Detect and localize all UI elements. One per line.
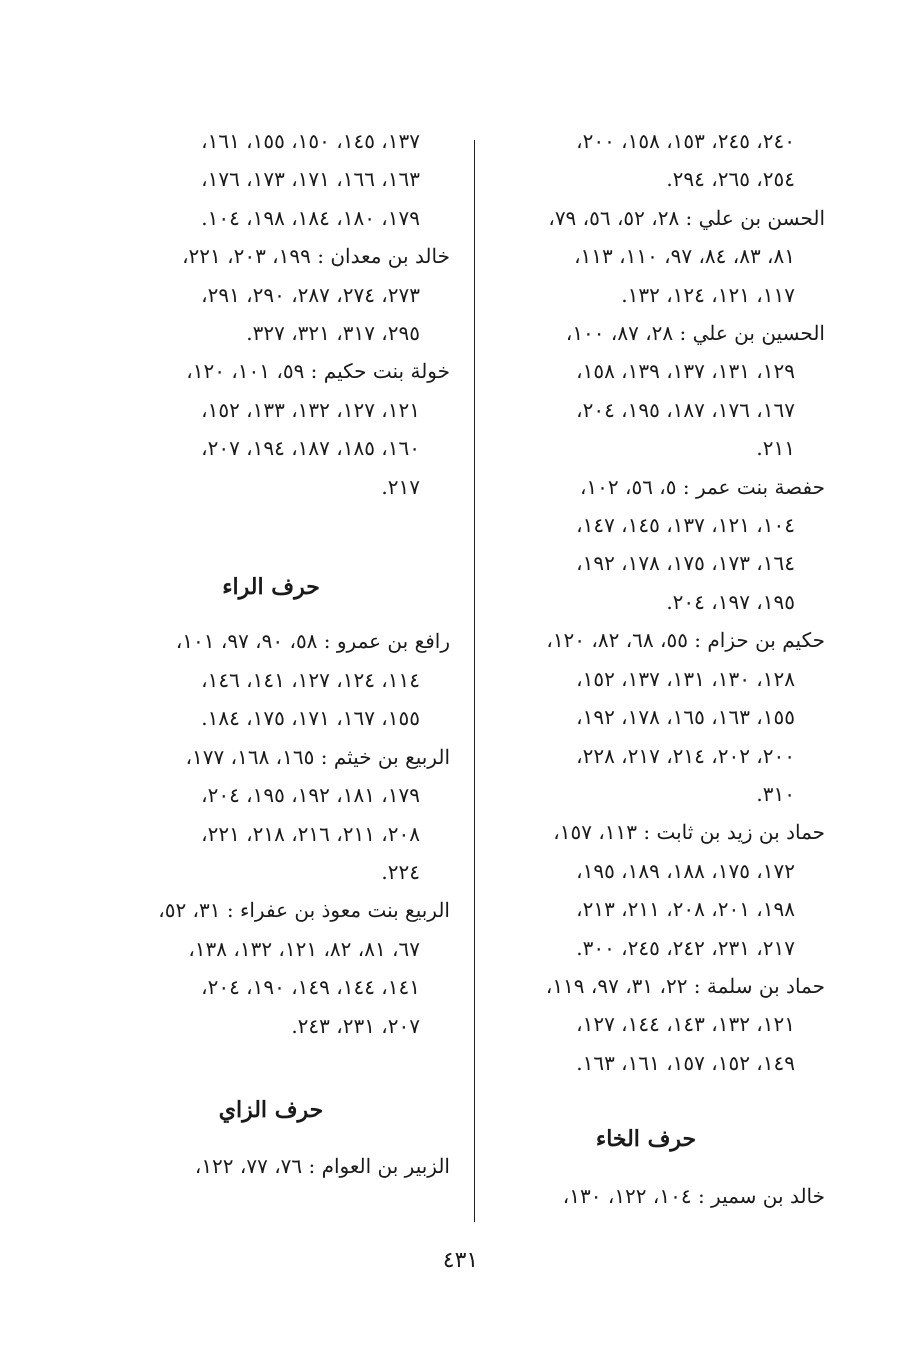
index-entry-head: الربيع بنت معوذ بن عفراء : ٣١، ٥٢، [158,898,450,923]
index-entry-head: خالد بن سمير : ١٠٤، ١٢٢، ١٣٠، [562,1183,825,1208]
index-line: ٢٠٧، ٢٣١، ٢٤٣. [291,1013,420,1038]
index-entry-head: الحسن بن علي : ٢٨، ٥٢، ٥٦، ٧٩، [548,205,825,230]
index-entry-head: حكيم بن حزام : ٥٥، ٦٨، ٨٢، ١٢٠، [546,628,825,653]
spacer [122,1045,450,1091]
index-line: ١٦٠، ١٨٥، ١٨٧، ١٩٤، ٢٠٧، [201,436,420,461]
section-heading-ra: حرف الراء [222,574,320,601]
index-line: ٢٠٠، ٢٠٢، ٢١٤، ٢١٧، ٢٢٨، [576,743,795,768]
index-line: ٢٥٤، ٢٦٥، ٢٩٤. [666,167,795,192]
index-line: ١٠٤، ١٢١، ١٣٧، ١٤٥، ١٤٧، [576,513,795,538]
section-heading-kha: حرف الخاء [595,1126,697,1153]
index-entry-head: حماد بن سلمة : ٢٢، ٣١، ٩٧، ١١٩، [545,973,825,998]
right-column [497,122,825,1215]
index-entry-head: الزبير بن العوام : ٧٦، ٧٧، ١٢٢، [194,1154,450,1179]
index-line: ١٦٧، ١٧٦، ١٨٧، ١٩٥، ٢٠٤، [576,397,795,422]
index-line: ١١٧، ١٢١، ١٢٤، ١٣٢. [621,282,795,307]
index-entry-head: حفصة بنت عمر : ٥، ٥٦، ١٠٢، [579,474,825,499]
index-line: ١٤٩، ١٥٢، ١٥٧، ١٦١، ١٦٣. [576,1050,795,1075]
index-entry-head: خولة بنت حكيم : ٥٩، ١٠١، ١٢٠، [186,359,450,384]
index-line: ٢١١. [756,436,795,461]
column-divider [474,140,475,1222]
index-line: ٢٤٠، ٢٤٥، ١٥٣، ١٥٨، ٢٠٠، [576,129,795,153]
index-line: ١١٤، ١٢٤، ١٢٧، ١٤١، ١٤٦، [201,667,420,692]
index-line: ١٢٨، ١٣٠، ١٣١، ١٣٧، ١٥٢، [576,666,795,691]
spacer [122,1129,450,1147]
index-line: ٢١٧. [381,474,420,499]
index-line: ١٤١، ١٤٤، ١٤٩، ١٩٠، ٢٠٤، [201,975,420,1000]
index-line: ٨١، ٨٣، ٨٤، ٩٧، ١١٠، ١١٣، [574,244,795,269]
index-line: ١٥٥، ١٦٣، ١٦٥، ١٧٨، ١٩٢، [576,705,795,730]
index-line: ٢٠٨، ٢١١، ٢١٦، ٢١٨، ٢٢١، [201,821,420,846]
index-entry-head: خالد بن معدان : ١٩٩، ٢٠٣، ٢٢١، [182,244,450,269]
left-column [122,122,450,1186]
index-line: ٢١٧، ٢٣١، ٢٤٢، ٢٤٥، ٣٠٠. [576,935,795,960]
index-line: ١٧٩، ١٨٠، ١٨٤، ١٩٨، ١٠٤. [201,205,420,230]
index-line: ٢٧٣، ٢٧٤، ٢٨٧، ٢٩٠، ٢٩١، [201,282,420,307]
index-line: ٦٧، ٨١، ٨٢، ١٢١، ١٣٢، ١٣٨، [188,936,420,961]
index-line: ١٥٥، ١٦٧، ١٧١، ١٧٥، ١٨٤. [201,706,420,731]
index-line: ١٢١، ١٣٢، ١٤٣، ١٤٤، ١٢٧، [576,1012,795,1037]
spacer [122,606,450,622]
index-line: ١٩٥، ١٩٧، ٢٠٤. [666,589,795,614]
index-line: ٣١٠. [756,781,795,806]
index-line: ١٩٨، ٢٠١، ٢٠٨، ٢١١، ٢١٣، [576,897,795,922]
index-entry-head: رافع بن عمرو : ٥٨، ٩٠، ٩٧، ١٠١، [175,629,450,654]
index-line: ١٢١، ١٢٧، ١٣٢، ١٣٣، ١٥٢، [201,397,420,422]
spacer [122,506,450,568]
index-entry-head: الحسين بن علي : ٢٨، ٨٧، ١٠٠، [565,321,825,346]
index-line: ١٣٧، ١٤٥، ١٥٠، ١٥٥، ١٦١، [201,129,420,153]
index-line: ١٢٩، ١٣١، ١٣٧، ١٣٩، ١٥٨، [576,359,795,384]
spacer [497,1082,825,1120]
index-line: ١٦٣، ١٦٦، ١٧١، ١٧٣، ١٧٦، [201,167,420,192]
index-line: ١٦٤، ١٧٣، ١٧٥، ١٧٨، ١٩٢، [576,551,795,576]
page-number: ٤٣١ [442,1248,479,1273]
section-heading-zay: حرف الزاي [218,1096,324,1123]
index-line: ١٧٢، ١٧٥، ١٨٨، ١٨٩، ١٩٥، [576,858,795,883]
index-entry-head: الربيع بن خيثم : ١٦٥، ١٦٨، ١٧٧، [185,744,450,769]
index-line: ٢٩٥، ٣١٧، ٣٢١، ٣٢٧. [246,321,420,346]
spacer [497,1159,825,1177]
index-line: ١٧٩، ١٨١، ١٩٢، ١٩٥، ٢٠٤، [201,783,420,808]
index-line: ٢٢٤. [381,859,420,884]
index-entry-head: حماد بن زيد بن ثابت : ١١٣، ١٥٧، [553,820,825,845]
